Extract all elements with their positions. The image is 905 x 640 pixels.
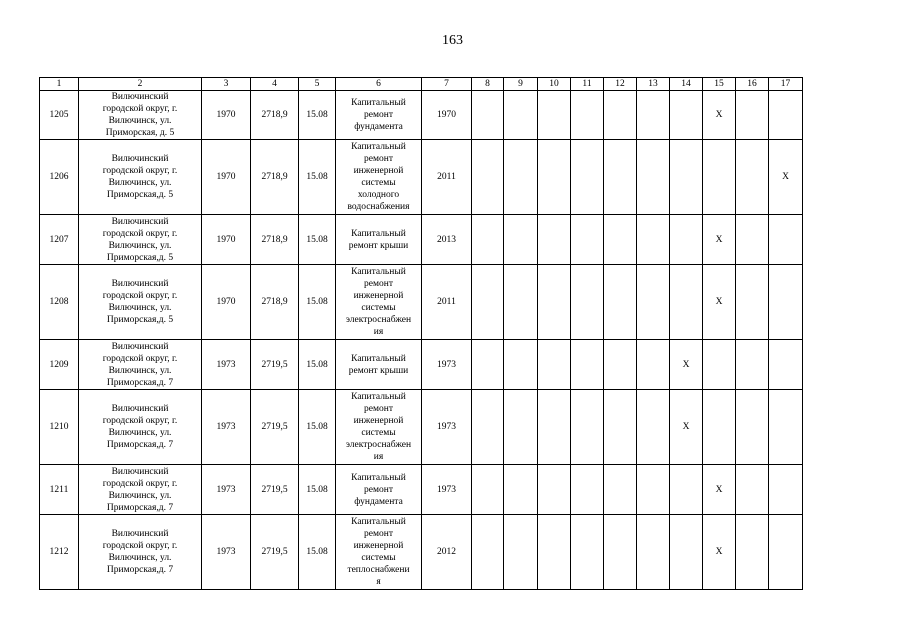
column-16-cell [736, 390, 769, 465]
column-15-cell: X [703, 265, 736, 340]
column-8-cell [472, 390, 504, 465]
column-header: 9 [504, 78, 538, 91]
column-12-cell [604, 515, 637, 590]
work-year-cell: 2012 [422, 515, 472, 590]
area-cell: 2718,9 [251, 140, 299, 215]
column-11-cell [571, 140, 604, 215]
column-10-cell [538, 340, 571, 390]
column-14-cell [670, 465, 703, 515]
build-year-cell: 1973 [202, 390, 251, 465]
table-row [40, 465, 803, 515]
column-12-cell [604, 465, 637, 515]
table-row [40, 91, 803, 140]
build-year-cell: 1973 [202, 465, 251, 515]
address-cell: Вилючинский городской округ, г. Вилючинск, ул. Приморская,д. 5 [79, 265, 202, 340]
table-row [40, 265, 803, 340]
column-header: 17 [769, 78, 803, 91]
column-8-cell [472, 515, 504, 590]
column-14-cell [670, 515, 703, 590]
page-number: 163 [442, 33, 463, 48]
column-9-cell [504, 515, 538, 590]
work-type-cell: Капитальный ремонт инженерной системы электроснабжен ия [336, 390, 422, 465]
column-14-cell [670, 140, 703, 215]
column-14-cell: X [670, 390, 703, 465]
row-number: 1205 [40, 91, 79, 140]
column-10-cell [538, 390, 571, 465]
column-header: 4 [251, 78, 299, 91]
row-number: 1209 [40, 340, 79, 390]
column-16-cell [736, 340, 769, 390]
column-17-cell [769, 465, 803, 515]
address-cell: Вилючинский городской округ, г. Вилючинск, ул. Приморская,д. 7 [79, 465, 202, 515]
code-cell: 15.08 [299, 340, 336, 390]
column-15-cell: X [703, 91, 736, 140]
column-header: 1 [40, 78, 79, 91]
work-type-cell: Капитальный ремонт фундамента [336, 91, 422, 140]
area-cell: 2719,5 [251, 390, 299, 465]
column-15-cell: X [703, 515, 736, 590]
work-year-cell: 2011 [422, 265, 472, 340]
row-number: 1211 [40, 465, 79, 515]
column-9-cell [504, 91, 538, 140]
build-year-cell: 1973 [202, 515, 251, 590]
build-year-cell: 1973 [202, 340, 251, 390]
column-13-cell [637, 91, 670, 140]
table-row [40, 390, 803, 465]
column-11-cell [571, 215, 604, 265]
area-cell: 2718,9 [251, 265, 299, 340]
column-17-cell [769, 91, 803, 140]
column-17-cell [769, 390, 803, 465]
address-cell: Вилючинский городской округ, г. Вилючинск, ул. Приморская,д. 7 [79, 390, 202, 465]
column-14-cell: X [670, 340, 703, 390]
column-15-cell [703, 140, 736, 215]
column-10-cell [538, 265, 571, 340]
work-type-cell: Капитальный ремонт инженерной системы холодного водоснабжения [336, 140, 422, 215]
table-row [40, 140, 803, 215]
address-cell: Вилючинский городской округ, г. Вилючинск, ул. Приморская, д. 5 [79, 91, 202, 140]
column-16-cell [736, 515, 769, 590]
row-number: 1212 [40, 515, 79, 590]
work-year-cell: 1970 [422, 91, 472, 140]
column-13-cell [637, 140, 670, 215]
table-row [40, 515, 803, 590]
address-cell: Вилючинский городской округ, г. Вилючинск, ул. Приморская,д. 5 [79, 140, 202, 215]
column-9-cell [504, 340, 538, 390]
column-8-cell [472, 340, 504, 390]
column-11-cell [571, 515, 604, 590]
area-cell: 2719,5 [251, 465, 299, 515]
work-type-cell: Капитальный ремонт крыши [336, 340, 422, 390]
column-15-cell: X [703, 465, 736, 515]
column-10-cell [538, 140, 571, 215]
row-number: 1207 [40, 215, 79, 265]
code-cell: 15.08 [299, 515, 336, 590]
column-12-cell [604, 91, 637, 140]
area-cell: 2719,5 [251, 340, 299, 390]
build-year-cell: 1970 [202, 91, 251, 140]
area-cell: 2718,9 [251, 215, 299, 265]
address-cell: Вилючинский городской округ, г. Вилючинск, ул. Приморская,д. 7 [79, 515, 202, 590]
column-header: 11 [571, 78, 604, 91]
column-17-cell [769, 515, 803, 590]
address-cell: Вилючинский городской округ, г. Вилючинск, ул. Приморская,д. 5 [79, 215, 202, 265]
column-13-cell [637, 215, 670, 265]
column-11-cell [571, 390, 604, 465]
work-year-cell: 1973 [422, 340, 472, 390]
column-14-cell [670, 91, 703, 140]
column-17-cell [769, 265, 803, 340]
row-number: 1206 [40, 140, 79, 215]
column-16-cell [736, 91, 769, 140]
work-type-cell: Капитальный ремонт инженерной системы теплоснабжени я [336, 515, 422, 590]
column-11-cell [571, 465, 604, 515]
column-12-cell [604, 215, 637, 265]
column-header: 13 [637, 78, 670, 91]
column-11-cell [571, 265, 604, 340]
column-13-cell [637, 265, 670, 340]
column-9-cell [504, 215, 538, 265]
work-type-cell: Капитальный ремонт инженерной системы электроснабжен ия [336, 265, 422, 340]
build-year-cell: 1970 [202, 140, 251, 215]
column-13-cell [637, 465, 670, 515]
column-10-cell [538, 215, 571, 265]
work-type-cell: Капитальный ремонт фундамента [336, 465, 422, 515]
column-header: 14 [670, 78, 703, 91]
column-9-cell [504, 390, 538, 465]
column-header: 7 [422, 78, 472, 91]
repair-schedule-table [39, 77, 803, 590]
column-8-cell [472, 265, 504, 340]
column-header: 8 [472, 78, 504, 91]
column-header: 2 [79, 78, 202, 91]
column-10-cell [538, 465, 571, 515]
area-cell: 2719,5 [251, 515, 299, 590]
code-cell: 15.08 [299, 140, 336, 215]
column-13-cell [637, 340, 670, 390]
column-12-cell [604, 140, 637, 215]
table-row [40, 340, 803, 390]
work-year-cell: 2013 [422, 215, 472, 265]
column-header: 5 [299, 78, 336, 91]
column-15-cell [703, 390, 736, 465]
code-cell: 15.08 [299, 265, 336, 340]
code-cell: 15.08 [299, 465, 336, 515]
address-cell: Вилючинский городской округ, г. Вилючинск, ул. Приморская,д. 7 [79, 340, 202, 390]
column-13-cell [637, 515, 670, 590]
column-header: 16 [736, 78, 769, 91]
column-10-cell [538, 91, 571, 140]
column-16-cell [736, 265, 769, 340]
column-11-cell [571, 91, 604, 140]
column-9-cell [504, 140, 538, 215]
column-17-cell [769, 215, 803, 265]
row-number: 1210 [40, 390, 79, 465]
column-14-cell [670, 265, 703, 340]
table-row [40, 215, 803, 265]
column-header: 10 [538, 78, 571, 91]
column-16-cell [736, 465, 769, 515]
work-year-cell: 1973 [422, 465, 472, 515]
row-number: 1208 [40, 265, 79, 340]
column-14-cell [670, 215, 703, 265]
column-17-cell [769, 340, 803, 390]
work-year-cell: 1973 [422, 390, 472, 465]
column-8-cell [472, 465, 504, 515]
column-number-row [40, 78, 803, 91]
column-12-cell [604, 265, 637, 340]
column-8-cell [472, 140, 504, 215]
code-cell: 15.08 [299, 215, 336, 265]
column-17-cell: X [769, 140, 803, 215]
build-year-cell: 1970 [202, 215, 251, 265]
column-9-cell [504, 265, 538, 340]
column-15-cell: X [703, 215, 736, 265]
column-12-cell [604, 340, 637, 390]
column-12-cell [604, 390, 637, 465]
area-cell: 2718,9 [251, 91, 299, 140]
column-8-cell [472, 215, 504, 265]
column-8-cell [472, 91, 504, 140]
column-16-cell [736, 140, 769, 215]
column-16-cell [736, 215, 769, 265]
code-cell: 15.08 [299, 91, 336, 140]
column-9-cell [504, 465, 538, 515]
column-11-cell [571, 340, 604, 390]
column-13-cell [637, 390, 670, 465]
column-10-cell [538, 515, 571, 590]
column-15-cell [703, 340, 736, 390]
column-header: 3 [202, 78, 251, 91]
column-header: 6 [336, 78, 422, 91]
code-cell: 15.08 [299, 390, 336, 465]
column-header: 15 [703, 78, 736, 91]
build-year-cell: 1970 [202, 265, 251, 340]
column-header: 12 [604, 78, 637, 91]
work-year-cell: 2011 [422, 140, 472, 215]
work-type-cell: Капитальный ремонт крыши [336, 215, 422, 265]
